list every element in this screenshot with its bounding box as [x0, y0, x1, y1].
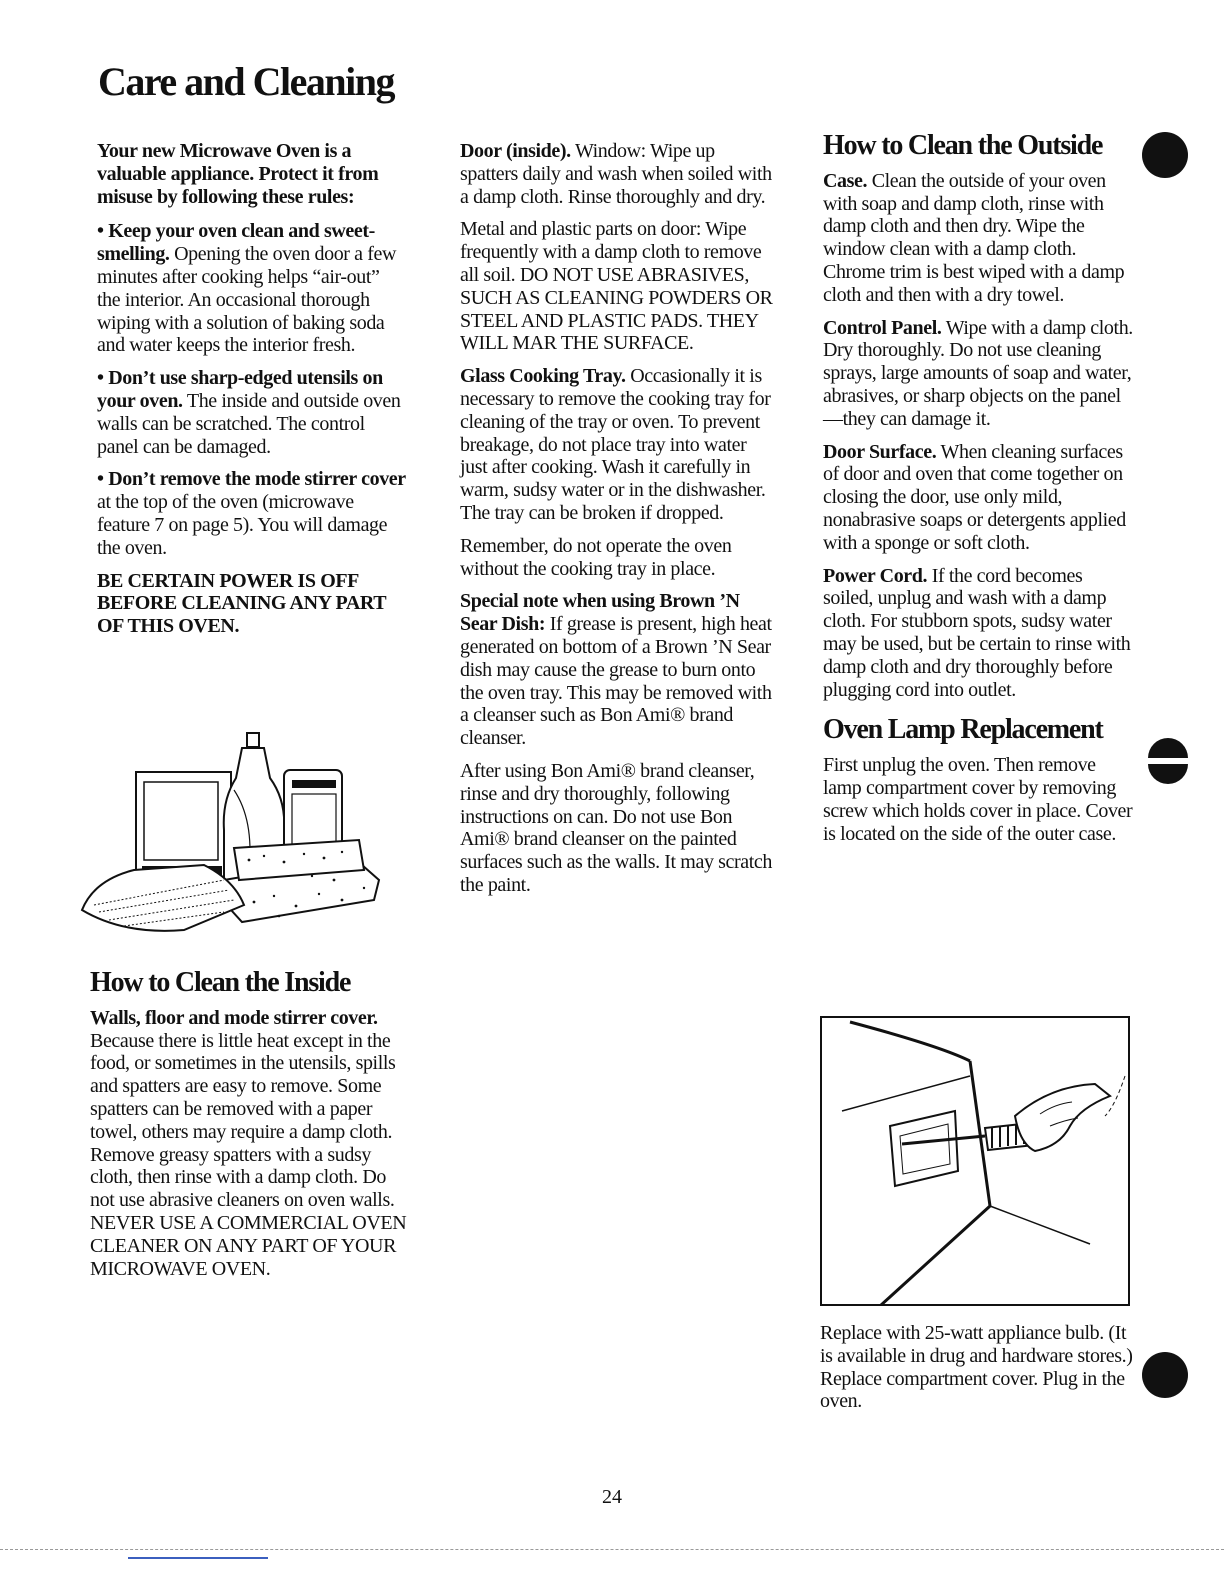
- case-paragraph: [823, 170, 1133, 307]
- power-cord-title: Power Cord.: [823, 564, 928, 587]
- lamp-step1-paragraph: First unplug the oven. Then remove lamp compartment cover by removing screw which holds cover in place. Cover is located on the side of the outer case.: [823, 754, 1133, 845]
- power-cord-paragraph: [823, 565, 1133, 702]
- door-surface-paragraph: [823, 441, 1133, 555]
- intro-text: Your new Microwave Oven is a valuable appliance. Protect it from misuse by following these rules:: [97, 140, 379, 208]
- rule-mode-stirrer-title: • Don’t remove the mode stirrer cover: [97, 468, 406, 491]
- scan-blue-mark: [128, 1557, 268, 1559]
- clean-outside-heading: How to Clean the Outside: [823, 130, 1103, 161]
- glass-tray-body: Occasionally it is necessary to remove the cooking tray for cleaning of the tray or oven. To prevent breakage, do not place tray into water just after cooking. Wash it carefully in warm, sudsy water or in the dishwasher. The tray can be broken if dropped.: [460, 365, 771, 524]
- rule-keep-clean-title: • Keep your oven clean and sweet-smelling.: [97, 220, 375, 266]
- outside-and-lamp-column: [823, 130, 1133, 855]
- binder-hole-mark-bottom: [1142, 1352, 1188, 1398]
- oven-lamp-heading: Oven Lamp Replacement: [823, 714, 1103, 746]
- cleaning-supplies-illustration: [74, 730, 390, 935]
- rule-sharp-utensils: [97, 367, 407, 458]
- rule-mode-stirrer: [97, 468, 407, 559]
- control-panel-paragraph: [823, 317, 1133, 431]
- care-rules-column: [97, 140, 407, 648]
- rule-mode-stirrer-body: at the top of the oven (microwave feature 7 on page 5). You will damage the oven.: [97, 491, 388, 559]
- door-inside-paragraph: [460, 140, 775, 208]
- case-body: Clean the outside of your oven with soap and damp cloth, rinse with damp cloth and then dry. Wipe the window clean with a damp cloth. Chrome trim is best wiped with a damp cloth and then with a dry towel.: [823, 169, 1125, 306]
- remember-paragraph: Remember, do not operate the oven without the cooking tray in place.: [460, 534, 732, 580]
- door-inside-body: Window: Wipe up spatters daily and wash when soiled with a damp cloth. Rinse thoroughly and dry.: [460, 140, 772, 208]
- walls-floor-paragraph: [90, 1007, 408, 1281]
- brown-n-sear-title: Special note when using Brown ’N Sear Dish:: [460, 590, 740, 636]
- lamp-step2-section: [820, 1322, 1138, 1423]
- sponges-icon: [222, 840, 379, 922]
- power-off-warning: BE CERTAIN POWER IS OFF BEFORE CLEANING ANY PART OF THIS OVEN.: [97, 569, 386, 638]
- clean-inside-heading: How to Clean the Inside: [90, 967, 351, 998]
- brown-n-sear-body: If grease is present, high heat generated on bottom of a Brown ’N Sear dish may cause the grease to burn onto the oven tray. This may be removed with a cleanser such as Bon Ami® brand cleanser.: [460, 613, 772, 750]
- walls-floor-body: Because there is little heat except in the food, or sometimes in the utensils, spills and spatters are easy to remove. Some spatters can be removed with a paper towel, others may require a damp cloth. Remove greasy spatters with a sudsy cloth, then rinse with a damp cloth. Do not use abrasive cleaners on oven walls. NEVER USE A COMMERCIAL OVEN CLEANER ON ANY PART OF YOUR MICROWAVE OVEN.: [90, 1029, 407, 1280]
- brown-n-sear-paragraph: [460, 590, 775, 750]
- lamp-step2-paragraph: Replace with 25-watt appliance bulb. (It is available in drug and hardware stores.) Replace compartment cover. Plug in the oven.: [820, 1322, 1133, 1413]
- scan-edge-line: [0, 1549, 1224, 1550]
- control-panel-title: Control Panel.: [823, 316, 942, 339]
- lamp-replacement-illustration: [820, 1016, 1130, 1306]
- metal-plastic-paragraph: Metal and plastic parts on door: Wipe frequently with a damp cloth to remove all soil. DO NOT USE ABRASIVES, SUCH AS CLEANING POWDERS OR STEEL AND PLASTIC PADS. THEY WILL MAR THE SURFACE.: [460, 218, 773, 355]
- rule-keep-clean: [97, 220, 407, 357]
- rule-sharp-utensils-title: • Don’t use sharp-edged utensils on your oven.: [97, 367, 383, 412]
- scrub-pad-icon: [82, 865, 244, 931]
- door-surface-body: When cleaning surfaces of door and oven that come together on closing the door, use only mild, nonabrasive soaps or detergents applied with a sponge or soft cloth.: [823, 440, 1126, 554]
- rule-keep-clean-body: Opening the oven door a few minutes after cooking helps “air-out” the interior. An occasional thorough wiping with a solution of baking soda and water keeps the interior fresh.: [97, 243, 397, 357]
- door-and-tray-column: [460, 140, 775, 907]
- page-title: Care and Cleaning: [98, 59, 395, 104]
- control-panel-body: Wipe with a damp cloth. Dry thoroughly. Do not use cleaning sprays, large amounts of soap and water, abrasives, or sharp objects on the panel—they can damage it.: [823, 316, 1133, 430]
- clean-inside-section: [90, 967, 408, 1290]
- power-cord-body: If the cord becomes soiled, unplug and wash with a damp cloth. For stubborn spots, sudsy water may be used, but be certain to rinse with damp cloth and dry thoroughly before plugging cord into outlet.: [823, 564, 1131, 701]
- door-inside-title: Door (inside).: [460, 140, 571, 162]
- binder-hole-mark-top: [1142, 132, 1188, 178]
- binder-hole-mark-mid-top: [1148, 738, 1188, 758]
- rule-sharp-utensils-body: The inside and outside oven walls can be scratched. The control panel can be damaged.: [97, 389, 401, 458]
- case-title: Case.: [823, 169, 868, 192]
- glass-tray-title: Glass Cooking Tray.: [460, 365, 626, 388]
- binder-hole-mark-mid-bottom: [1148, 764, 1188, 784]
- walls-floor-title: Walls, floor and mode stirrer cover.: [90, 1006, 378, 1029]
- glass-tray-paragraph: [460, 365, 775, 525]
- page-number: 24: [602, 1486, 622, 1508]
- bon-ami-paragraph: After using Bon Ami® brand cleanser, rinse and dry thoroughly, following instructions on can. Do not use Bon Ami® brand cleanser on the painted surfaces such as the walls. It may scratch the paint.: [460, 759, 772, 896]
- door-surface-title: Door Surface.: [823, 440, 937, 463]
